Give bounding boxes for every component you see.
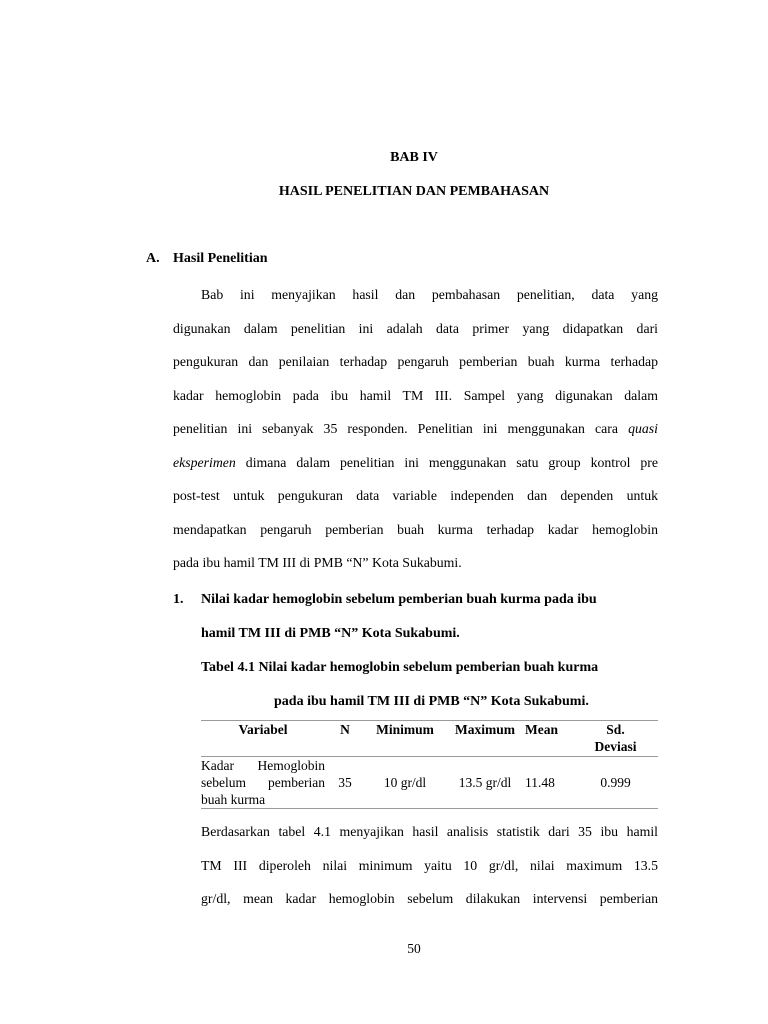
table-header-row: [201, 721, 658, 757]
header-variable: Variabel: [201, 721, 325, 757]
cell-variable-line: Kadar Hemoglobin: [201, 758, 325, 773]
table-caption: [201, 651, 661, 718]
subsection-title-line2: hamil TM III di PMB “N” Kota Sukabumi.: [201, 625, 460, 641]
cell-mean: 11.48: [525, 757, 573, 809]
cell-variable-line: buah kurma: [201, 792, 266, 807]
chapter-number: BAB IV: [390, 150, 438, 165]
chapter-title: HASIL PENELITIAN DAN PEMBAHASAN: [278, 184, 550, 199]
header-sd: [573, 721, 658, 757]
header-sd-line1: Sd.: [606, 722, 625, 737]
paragraph-line: Bab ini menyajikan hasil dan pembahasan penelitian, data yang: [201, 287, 658, 302]
header-maximum: Maximum: [445, 721, 525, 757]
table-caption-line1: Tabel 4.1 Nilai kadar hemoglobin sebelum pemberian buah kurma: [201, 660, 599, 675]
cell-variable: [201, 757, 325, 809]
paragraph-line: kadar hemoglobin pada ibu hamil TM III. Sampel yang digunakan dalam: [173, 387, 658, 403]
cell-n: 35: [325, 757, 365, 809]
subsection-number: 1.: [173, 592, 184, 607]
section-title: Hasil Penelitian: [173, 251, 268, 266]
italic-term: quasi: [628, 421, 658, 436]
paragraph-text: dimana dalam penelitian ini menggunakan satu group kontrol pre: [245, 454, 659, 470]
header-mean: Mean: [525, 721, 573, 757]
section-letter: A.: [146, 251, 160, 266]
paragraph-line: pada ibu hamil TM III di PMB “N” Kota Sukabumi.: [173, 555, 462, 570]
paragraph-line: [173, 412, 658, 446]
paragraph-line: post-test untuk pengukuran data variable independen dan dependen untuk: [173, 488, 658, 503]
statistics-table: [201, 720, 658, 809]
paragraph-line: pengukuran dan penilaian terhadap pengaruh pemberian buah kurma terhadap: [173, 354, 658, 369]
italic-term: eksperimen: [173, 454, 236, 470]
subsection-title-line1: Nilai kadar hemoglobin sebelum pemberian buah kurma pada ibu: [201, 592, 597, 607]
cell-maximum: 13.5 gr/dl: [445, 757, 525, 809]
result-paragraph: [201, 815, 658, 916]
section-heading: [146, 251, 268, 267]
header-sd-line2: Deviasi: [594, 739, 637, 754]
intro-paragraph: [173, 278, 658, 580]
cell-minimum: 10 gr/dl: [365, 757, 445, 809]
paragraph-line: Berdasarkan tabel 4.1 menyajikan hasil analisis statistik dari 35 ibu hamil: [201, 824, 658, 839]
paragraph-line: digunakan dalam penelitian ini adalah data primer yang didapatkan dari: [173, 320, 658, 336]
paragraph-line: gr/dl, mean kadar hemoglobin sebelum dilakukan intervensi pemberian: [201, 891, 658, 906]
paragraph-line: [173, 446, 658, 480]
paragraph-line: mendapatkan pengaruh pemberian buah kurma terhadap kadar hemoglobin: [173, 521, 658, 537]
cell-variable-line: sebelum pemberian: [201, 775, 325, 790]
table-row: [201, 757, 658, 809]
header-minimum: Minimum: [365, 721, 445, 757]
subsection-heading: [173, 583, 653, 650]
paragraph-line: TM III diperoleh nilai minimum yaitu 10 gr/dl, nilai maximum 13.5: [201, 857, 658, 873]
header-n: N: [325, 721, 365, 757]
cell-sd: 0.999: [573, 757, 658, 809]
paragraph-text: penelitian ini sebanyak 35 responden. Penelitian ini menggunakan cara: [173, 421, 618, 436]
page-number: 50: [407, 941, 421, 956]
table-caption-line2: pada ibu hamil TM III di PMB “N” Kota Sukabumi.: [274, 693, 589, 709]
